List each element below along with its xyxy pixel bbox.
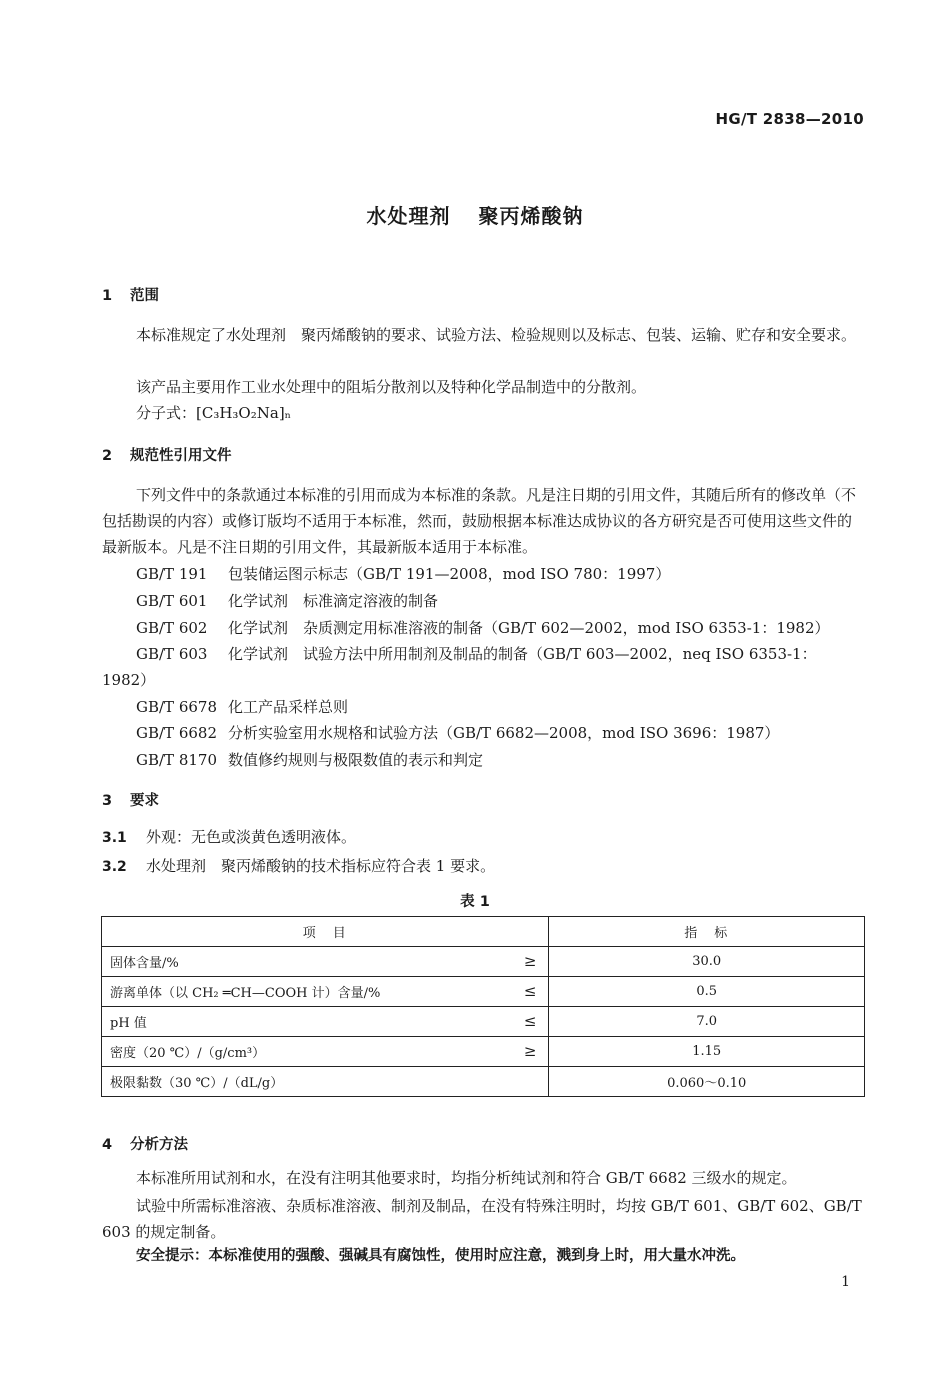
value-cell: 7.0 [549,1007,865,1037]
section-number: 4 [102,1137,113,1153]
item-cell [102,977,549,1007]
clause-text: 外观：无色或淡黄色透明液体。 [146,828,357,846]
reference-code: GB/T 601 [136,592,208,610]
specification-table [101,916,865,1097]
section-1-paragraph-1: 本标准规定了水处理剂 聚丙烯酸钠的要求、试验方法、检验规则以及标志、包装、运输、贮存和安全要求。 [136,326,857,344]
section-4-paragraph-2: 试验中所需标准溶液、杂质标准溶液、制剂及制品，在没有特殊注明时，均按 GB/T 601、GB/T 602、GB/T 603 的规定制备。 [102,1197,862,1241]
safety-warning: 安全提示：本标准使用的强酸、强碱具有腐蚀性，使用时应注意，溅到身上时，用大量水冲洗。 [136,1248,745,1264]
title-part-1: 水处理剂 [366,204,451,228]
reference-code: GB/T 603 [136,645,208,663]
section-1-paragraph-2: 该产品主要用作工业水处理中的阻垢分散剂以及特种化学品制造中的分散剂。 [136,378,647,396]
standard-number: HG/T 2838—2010 [715,110,864,128]
clause-3-1 [102,826,356,847]
reference-item [136,563,670,584]
table-row [102,1067,865,1097]
reference-item [136,749,483,770]
section-number: 3 [102,793,113,809]
table-row [102,1037,865,1067]
reference-title: 化学试剂 标准滴定溶液的制备 [228,592,439,610]
item-name: 游离单体（以 CH₂ ═CH—COOH 计）含量/% [110,986,381,1001]
reference-title: 化学试剂 试验方法中所用制剂及制品的制备（GB/T 603—2002，neq ISO 6353-1： [228,645,817,663]
reference-title: 数值修约规则与极限数值的表示和判定 [228,751,484,769]
comparison-operator: ≥ [523,952,537,970]
section-title: 范围 [130,288,159,304]
page-number: 1 [841,1274,850,1290]
value-cell: 0.060～0.10 [549,1067,865,1097]
reference-code: GB/T 602 [136,619,208,637]
item-cell [102,1007,549,1037]
reference-code: GB/T 6682 [136,724,218,742]
section-number: 1 [102,288,113,304]
section-4-paragraph-1: 本标准所用试剂和水，在没有注明其他要求时，均指分析纯试剂和符合 GB/T 6682 三级水的规定。 [136,1169,797,1187]
table-caption: 表 1 [460,894,490,910]
reference-title: 包装储运图示标志（GB/T 191—2008，mod ISO 780：1997） [228,565,671,583]
clause-number: 3.1 [102,830,127,846]
reference-title: 分析实验室用水规格和试验方法（GB/T 6682—2008，mod ISO 3696：1987） [228,724,780,742]
reference-item [136,590,438,611]
table-header-row [102,917,865,947]
reference-item [136,643,817,664]
section-2-intro: 下列文件中的条款通过本标准的引用而成为本标准的条款。凡是注日期的引用文件，其随后所有的修改单（不包括勘误的内容）或修订版均不适用于本标准，然而，鼓励根据本标准达成协议的各方研究是否可使用这些文件的最新版本。凡是不注日期的引用文件，其最新版本适用于本标准。 [102,486,857,556]
clause-text: 水处理剂 聚丙烯酸钠的技术指标应符合表 1 要求。 [146,857,496,875]
reference-code: GB/T 8170 [136,751,218,769]
clause-3-2 [102,855,495,876]
section-4-heading [102,1133,188,1154]
reference-item [136,722,779,743]
table-row [102,977,865,1007]
value-cell: 30.0 [549,947,865,977]
comparison-operator: ≤ [523,982,537,1000]
item-name: 密度（20 ℃）/（g/cm³） [110,1046,266,1061]
reference-item [136,696,348,717]
title-part-2: 聚丙烯酸钠 [478,204,584,228]
reference-title: 化学试剂 杂质测定用标准溶液的制备（GB/T 602—2002，mod ISO 6353-1：1982） [228,619,830,637]
molecular-formula: 分子式：[C₃H₃O₂Na]ₙ [136,404,292,422]
item-cell [102,947,549,977]
table-row [102,1007,865,1037]
section-title: 分析方法 [130,1137,188,1153]
item-name: 固体含量/% [110,956,179,971]
value-cell: 1.15 [549,1037,865,1067]
reference-code: GB/T 6678 [136,698,218,716]
section-1-heading [102,284,159,305]
reference-title: 化工产品采样总则 [228,698,349,716]
item-name: 极限黏数（30 ℃）/（dL/g） [110,1076,284,1091]
item-cell [102,1067,549,1097]
comparison-operator: ≥ [523,1042,537,1060]
comparison-operator: ≤ [523,1012,537,1030]
reference-item [136,617,830,638]
section-title: 规范性引用文件 [130,448,232,464]
section-number: 2 [102,448,113,464]
reference-continuation: 1982） [102,671,156,689]
section-3-heading [102,789,159,810]
value-cell: 0.5 [549,977,865,1007]
clause-number: 3.2 [102,859,127,875]
column-header-item: 项 目 [102,917,549,947]
document-title [0,200,950,229]
item-name: pH 值 [110,1016,147,1031]
item-cell [102,1037,549,1067]
reference-code: GB/T 191 [136,565,208,583]
section-title: 要求 [130,793,159,809]
column-header-index: 指 标 [549,917,865,947]
section-2-heading [102,444,232,465]
table-row [102,947,865,977]
